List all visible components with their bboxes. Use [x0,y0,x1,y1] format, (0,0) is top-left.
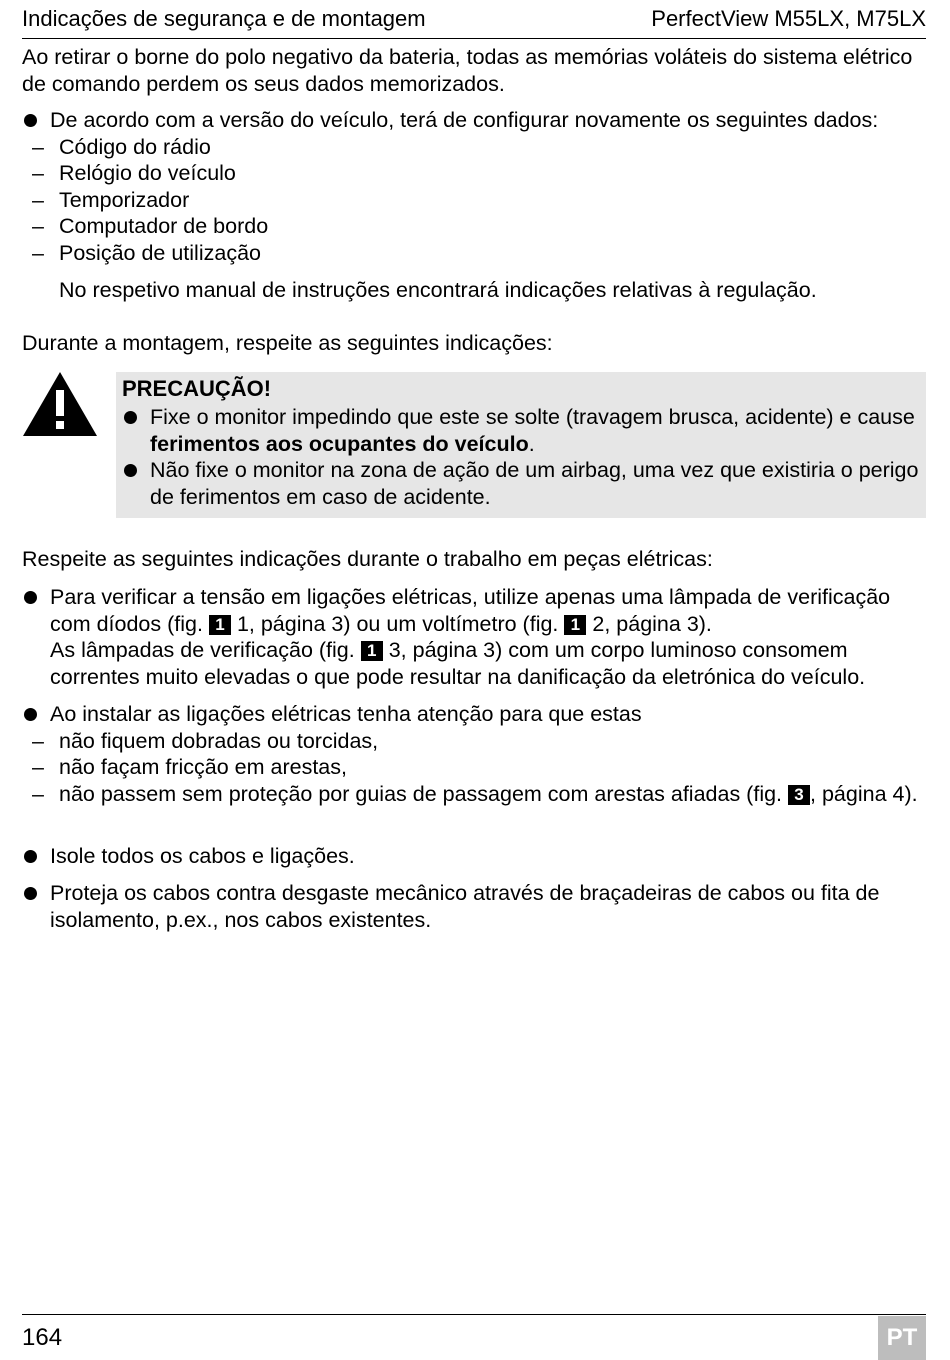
bullet-dot [24,850,37,863]
footer-rule [22,1314,926,1315]
page-header [22,6,926,39]
intro-paragraph: Ao retirar o borne do polo negativo da bateria, todas as memórias voláteis do sistema elétrico de comando perdem os seus dados memorizados. [22,45,913,96]
bullet-dot [24,591,37,604]
caution-bullet: Não fixe o monitor na zona de ação de um airbag, uma vez que existiria o perigo de ferimentos em caso de acidente. [122,457,922,510]
electrical-list-item: – não fiquem dobradas ou torcidas, [32,728,379,753]
bullet-dot [24,708,37,721]
electrical-bullet: Para verificar a tensão em ligações elétricas, utilize apenas uma lâmpada de verificação com díodos (fig. 1 1, página 3) ou um voltímetro (fig. 1 2, página 3). As lâmpadas de verificação (fig. 1 3, página 3) com um corpo luminoso consomem correntes muito elevadas o que pode resultar na danificação da eletrónica do veículo. [22,584,928,690]
section-title: Indicações de segurança e de montagem [22,6,426,31]
mounting-intro: Durante a montagem, respeite as seguintes indicações: [22,331,553,355]
config-list-item: – Posição de utilização [32,240,261,265]
config-list-item: – Relógio do veículo [32,161,236,185]
bullet-dot [24,114,37,127]
electrical-list-item: – não passem sem proteção por guias de passagem com arestas afiadas (fig. 3 , página 4). [32,781,918,806]
electrical-list-item: – não façam fricção em arestas, [32,755,347,779]
page-number: 164 [22,1324,63,1351]
config-lead: De acordo com a versão do veículo, terá de configurar novamente os seguintes dados: [50,108,879,132]
config-note: No respetivo manual de instruções encontrará indicações relativas à regulação. [59,278,817,302]
electrical-bullet: Ao instalar as ligações elétricas tenha atenção para que estas – não fiquem dobradas ou torcidas, – não façam fricção em arestas, – não passem sem proteção por guias de passagem com arestas afiadas (fig. 3 , página 4). [22,701,928,807]
figure-reference: 1 [361,641,383,661]
config-list-item: – Temporizador [32,187,190,212]
product-name: PerfectView M55LX, M75LX [651,6,926,31]
caution-bullet: Fixe o monitor impedindo que este se solte (travagem brusca, acidente) e cause ferimentos aos ocupantes do veículo. [122,404,922,457]
language-tab: PT [878,1316,926,1360]
warning-triangle-icon [22,370,98,438]
figure-reference: 1 [209,615,231,635]
electrical-bullet: Isole todos os cabos e ligações. [22,843,928,870]
config-list-item: – Código do rádio [32,134,211,159]
bullet-dot [124,411,137,424]
config-bullet [22,107,928,266]
config-list-item: – Computador de bordo [32,214,269,238]
electrical-intro: Respeite as seguintes indicações durante o trabalho em peças elétricas: [22,547,713,571]
figure-reference: 1 [564,615,586,635]
bullet-dot [124,464,137,477]
bullet-dot [24,887,37,900]
caution-title: PRECAUÇÃO! [122,376,272,401]
electrical-bullet: Proteja os cabos contra desgaste mecânico através de braçadeiras de cabos ou fita de isolamento, p.ex., nos cabos existentes. [22,880,928,933]
figure-reference: 3 [788,785,810,805]
